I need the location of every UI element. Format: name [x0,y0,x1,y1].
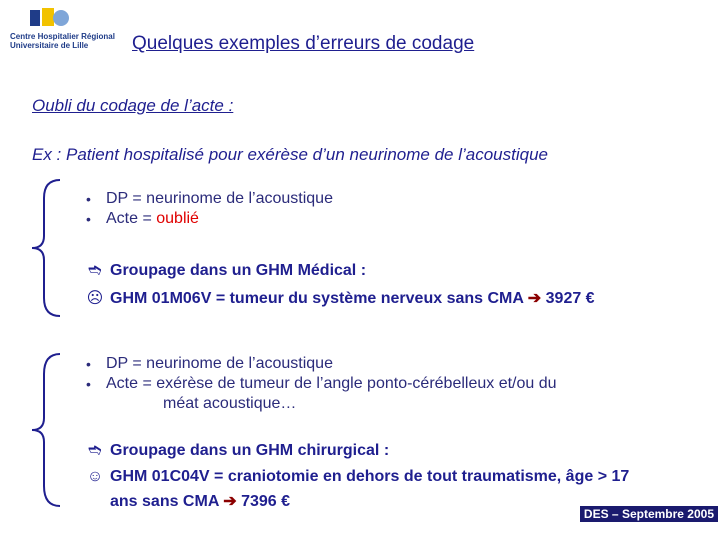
right-arrow-icon: ➔ [527,290,542,307]
case2-groupage: Groupage dans un GHM chirurgical : [110,442,390,459]
case1-groupage: Groupage dans un GHM Médical : [110,262,367,279]
list-item [86,354,646,374]
arrow-icon: ➬ [88,262,102,279]
case2-acte-line2: méat acoustique… [163,395,297,412]
list-item [86,374,646,414]
case1-ghm: GHM 01M06V = tumeur du système nerveux sans CMA [110,290,524,307]
list-item [86,209,333,229]
hospital-logo [8,6,118,52]
case1-groupage-line [86,260,366,280]
case2-groupage-line [86,440,389,460]
page-title: Quelques exemples d’erreurs de codage [132,33,475,54]
case2-ghm-line1: GHM 01C04V = craniotomie en dehors de tout traumatisme, âge > 17 [110,468,630,485]
case2-ghm-line2: ans sans CMA [110,493,219,510]
left-brace-2 [30,352,64,508]
smiley-face-icon: ☺ [86,468,104,485]
case1-acte-value: oublié [156,210,199,227]
arrow-icon: ➬ [88,442,102,459]
logo-text [10,32,115,50]
case2-bullet-list [86,354,646,414]
left-brace-1 [30,178,64,318]
section-heading: Oubli du codage de l’acte : [32,96,234,115]
case1-price: 3927 € [545,290,595,307]
case2-dp: DP = neurinome de l’acoustique [106,355,333,372]
logo-mark-icon [30,6,70,30]
case1-bullet-list [86,189,333,229]
case2-ghm-line-2 [110,491,290,511]
footer-label: DES – Septembre 2005 [580,506,718,522]
case1-acte-prefix: Acte = [106,210,157,227]
case2-acte-line1: Acte = exérèse de tumeur de l’angle ponto-cérébelleux et/ou du [106,375,557,392]
logo-line-1: Centre Hospitalier Régional [10,32,115,41]
list-item [86,189,333,209]
case1-ghm-line [86,288,595,308]
sad-face-icon: ☹ [86,290,104,307]
logo-line-2: Universitaire de Lille [10,41,89,50]
case2-price: 7396 € [241,493,291,510]
right-arrow-icon: ➔ [223,493,237,510]
example-heading: Ex : Patient hospitalisé pour exérèse d’un neurinome de l’acoustique [32,145,548,164]
case2-ghm-line [86,468,629,486]
case1-dp: DP = neurinome de l’acoustique [106,190,333,207]
